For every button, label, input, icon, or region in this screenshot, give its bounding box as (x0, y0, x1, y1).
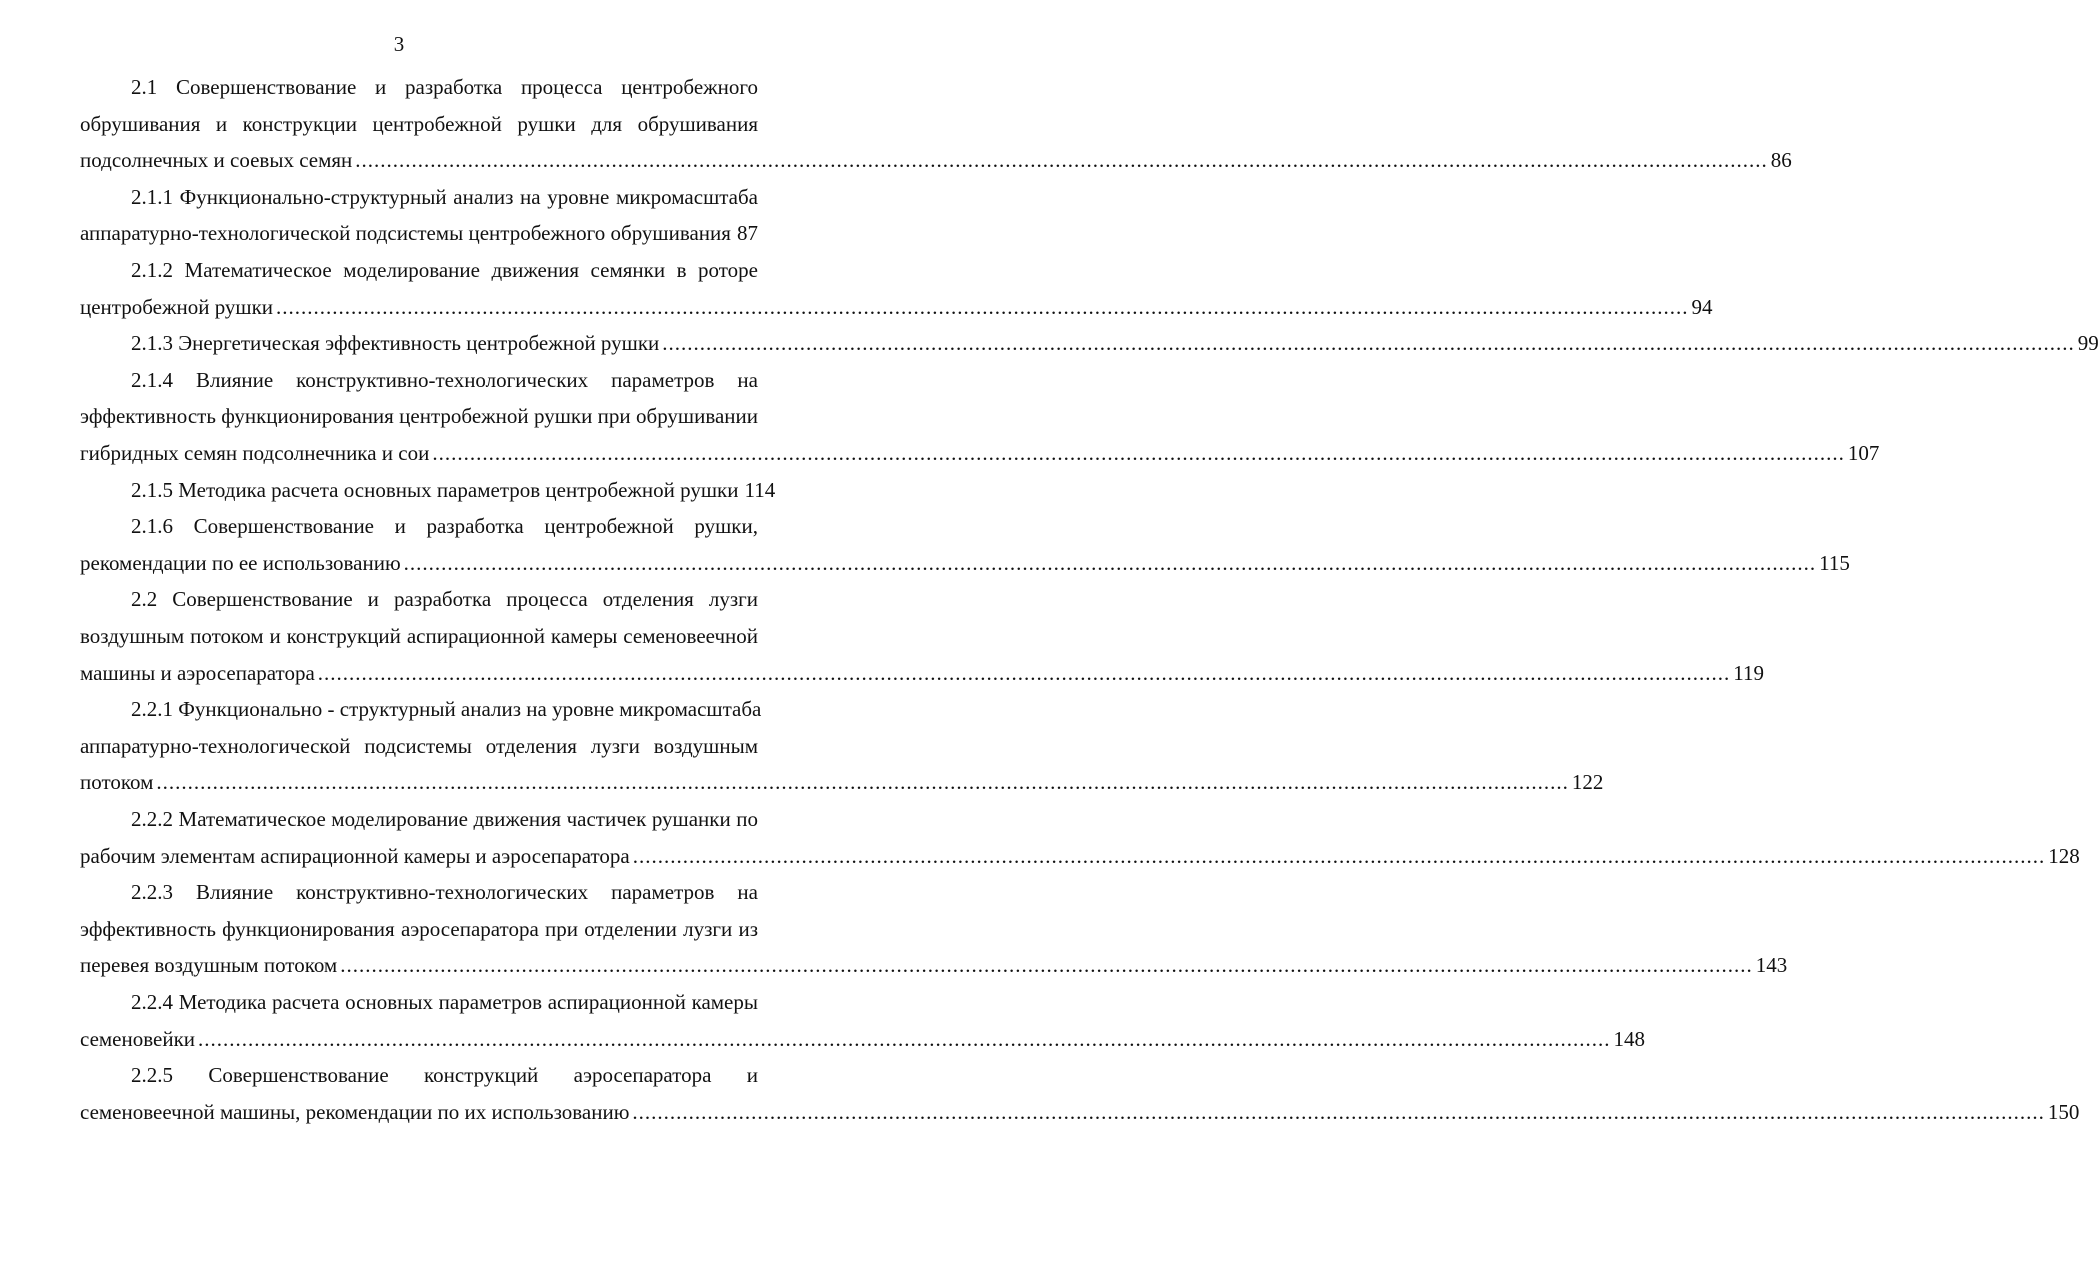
toc-entry-title: 2.2 Совершенствование и разработка процесса отделения лузги (131, 587, 758, 612)
toc-page-number: 94 (1691, 294, 1713, 319)
toc-entry-title: рабочим элементам аспирационной камеры и аэросепаратора (80, 843, 630, 868)
dot-leader (662, 328, 2075, 358)
toc-entry-line (80, 1024, 1646, 1054)
toc-entry-title: рекомендации по ее использованию (80, 550, 401, 575)
dot-leader (156, 767, 1569, 797)
toc-entry-line (80, 1097, 2080, 1127)
toc-entry-title: центробежной рушки (80, 294, 274, 319)
toc-entry-title: эффективность функционирования аэросепаратора при отделении лузги из (80, 916, 758, 941)
toc-entry-title: 2.1.3 Энергетическая эффективность центробежной рушки (131, 331, 660, 356)
toc-entry-title: 2.2.2 Математическое моделирование движения частичек рушанки по (131, 807, 758, 831)
toc-entry-title: 2.2.3 Влияние конструктивно-технологических параметров на (131, 880, 758, 905)
toc-entry-title: 2.1.1 Функционально-структурный анализ на уровне микромасштаба (131, 184, 758, 209)
page-number: 3 (393, 32, 405, 56)
toc-page-number: 86 (1770, 148, 1792, 173)
toc-entry-line (131, 475, 776, 505)
dot-leader (404, 548, 1817, 578)
toc-entry-title: 2.2.4 Методика расчета основных параметров аспирационной камеры (131, 990, 758, 1014)
toc-page-number: 150 (2047, 1099, 2080, 1124)
dot-leader (432, 438, 1845, 468)
toc-page-number: 115 (1819, 550, 1850, 575)
toc-entry-line (80, 548, 1850, 578)
toc-entry-title: 2.1 Совершенствование и разработка процесса центробежного (131, 75, 758, 99)
toc-entry-title: 2.2.1 Функционально - структурный анализ на уровне микромасштаба (131, 697, 762, 722)
toc-page-number: 87 (737, 221, 758, 246)
toc-entry-title: семеновейки (80, 1026, 196, 1051)
dot-leader (198, 1024, 1611, 1054)
toc-entry-title: 2.1.4 Влияние конструктивно-технологических параметров на (131, 367, 758, 392)
dot-leader (318, 658, 1731, 688)
toc-page-number: 148 (1613, 1026, 1646, 1051)
toc-entry-title: 2.1.5 Методика расчета основных параметров центробежной рушки (131, 477, 739, 502)
toc-entry-title: аппаратурно-технологической подсистемы центробежного обрушивания (80, 221, 731, 246)
dot-leader (276, 292, 1689, 322)
toc-entry-title: воздушным потоком и конструкций аспирационной камеры семеновеечной (80, 624, 758, 648)
toc-entry-line (131, 328, 2099, 358)
toc-entry-title: 2.2.5 Совершенствование конструкций аэросепаратора и (131, 1063, 758, 1088)
toc-entry-line (80, 292, 1713, 322)
dot-leader (340, 950, 1753, 980)
toc-entry-title: 2.1.6 Совершенствование и разработка центробежной рушки, (131, 514, 758, 539)
toc-entry-title: обрушивания и конструкции центробежной рушки для обрушивания (80, 111, 758, 136)
dot-leader (355, 145, 1768, 175)
toc-entry-title: машины и аэросепаратора (80, 660, 315, 685)
toc-page-number: 107 (1847, 441, 1880, 465)
toc-entry-line (80, 658, 1765, 688)
toc-entry-title: гибридных семян подсолнечника и сои (80, 441, 430, 465)
toc-entry-title: 2.1.2 Математическое моделирование движения семянки в роторе (131, 258, 758, 282)
dot-leader (633, 841, 2046, 871)
toc-entry-title: аппаратурно-технологической подсистемы отделения лузги воздушным (80, 733, 758, 758)
toc-entry-title: подсолнечных и соевых семян (80, 148, 353, 173)
toc-entry-line (80, 218, 758, 248)
toc-page-number: 128 (2048, 843, 2080, 868)
toc-entry-title: перевея воздушным потоком (80, 953, 338, 978)
toc-page-number: 114 (744, 477, 776, 502)
toc-entry-line (80, 950, 1788, 980)
toc-entry-title: потоком (80, 770, 154, 795)
dot-leader (632, 1097, 2045, 1127)
toc-entry-title: эффективность функционирования центробежной рушки при обрушивании (80, 404, 758, 429)
toc-entry-title: семеновеечной машины, рекомендации по их использованию (80, 1099, 630, 1124)
toc-entry-line (80, 145, 1792, 175)
toc-entry-line (80, 767, 1604, 797)
toc-page-number: 143 (1755, 953, 1788, 978)
toc-page-number: 99 (2077, 331, 2099, 356)
toc-page-number: 122 (1571, 770, 1604, 795)
toc-page-number: 119 (1733, 660, 1765, 685)
toc-entry-line (80, 841, 2080, 871)
toc-entry-line (80, 438, 1880, 468)
